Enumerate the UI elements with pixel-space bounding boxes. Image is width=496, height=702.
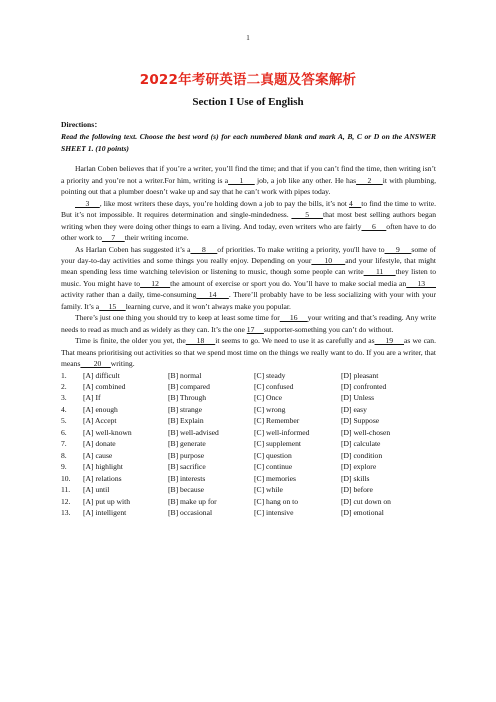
- option-a: [A] difficult: [83, 370, 120, 380]
- option-b: [B] generate: [168, 439, 206, 449]
- option-c: [C] supplement: [254, 439, 302, 449]
- passage-paragraph: [61, 163, 436, 197]
- directions-text: Read the following text. Choose the best word (s) for each numbered blank and mark A, B, C or D on the ANSWER SHEET 1. (10 points): [61, 132, 436, 153]
- question-number: 12.: [61, 496, 71, 506]
- passage-text: to find the time to write. But it’s not impossible. It requires determination and single-mindedness.: [61, 198, 436, 220]
- option-row: [61, 473, 436, 484]
- answer-blank: 10: [311, 255, 346, 265]
- answer-blank: 13: [406, 278, 436, 288]
- option-row: [61, 415, 436, 426]
- passage-text: that most best selling authors began writing when they were doing other things to earn a living. And today, even writers who are fairly: [61, 210, 437, 231]
- answer-blank: 6: [361, 221, 387, 231]
- passage-text: As Harlan Coben has suggested it’s a: [75, 244, 191, 254]
- option-d: [D] pleasant: [341, 370, 379, 380]
- option-a: [A] If: [83, 393, 101, 403]
- option-b: [B] because: [168, 485, 205, 495]
- option-a: [A] highlight: [83, 462, 123, 472]
- passage-text: learning curve, and it won’t always make you popular.: [125, 301, 291, 311]
- answer-blank: 20: [80, 359, 111, 369]
- document-body: [61, 119, 436, 518]
- option-b: [B] interests: [168, 473, 206, 483]
- answer-blank: 4: [349, 198, 362, 208]
- question-number: 9.: [61, 462, 67, 472]
- passage-text: of priorities. To make writing a priority, you'll have to: [217, 244, 385, 254]
- question-number: 2.: [61, 381, 67, 391]
- option-b: [B] occasional: [168, 507, 213, 517]
- option-a: [A] combined: [83, 381, 126, 391]
- option-d: [D] skills: [341, 473, 370, 483]
- option-c: [C] while: [254, 485, 283, 495]
- option-d: [D] emotional: [341, 507, 384, 517]
- option-a: [A] well-known: [83, 427, 132, 437]
- passage-text: There’s just one thing you should try to keep at least some time for: [75, 313, 280, 323]
- document-title: 2022年考研英语二真题及答案解析: [139, 72, 357, 88]
- option-row: [61, 404, 436, 415]
- option-row: [61, 496, 436, 507]
- passage-text: they listen to music. You might have to: [61, 267, 437, 288]
- option-row: [61, 438, 436, 449]
- option-c: [C] Once: [254, 393, 283, 403]
- passage-text: as we can. That means prioritising out activities so that we spend most time on the things we really want to do. If you are a writer, that means: [61, 336, 437, 369]
- option-b: [B] strange: [168, 404, 202, 414]
- option-a: [A] Accept: [83, 416, 117, 426]
- option-d: [D] cut down on: [341, 496, 391, 506]
- option-d: [D] explore: [341, 462, 377, 472]
- passage-text: writing.: [110, 359, 135, 369]
- answer-blank: 7: [101, 233, 125, 243]
- passage-paragraph: [61, 198, 436, 244]
- option-c: [C] confused: [254, 381, 294, 391]
- options-table: [61, 370, 436, 519]
- passage-paragraph: [61, 335, 436, 369]
- passage-text: Harlan Coben believes that if you’re a writer, you’ll find the time; and that if you can’t find the time, then writing isn’t a priority and you’re not a writer.For him, writing is a: [61, 164, 436, 185]
- passage-text: the amount of exercise or sport you do. You’ll have to make social media an: [170, 278, 407, 288]
- passage-text: , like most writers these days, you’re holding down a job to pay the bills, it’s not: [99, 198, 350, 208]
- option-b: [B] normal: [168, 370, 202, 380]
- question-number: 13.: [61, 507, 71, 517]
- option-d: [D] condition: [341, 450, 383, 460]
- passage-text: . There’ll probably have to be less socializing with your with your family. It’s a: [61, 290, 436, 311]
- passage-paragraph: [61, 244, 436, 313]
- option-row: [61, 427, 436, 438]
- option-a: [A] donate: [83, 439, 116, 449]
- option-b: [B] sacrifice: [168, 462, 206, 472]
- option-c: [C] continue: [254, 462, 293, 472]
- question-number: 6.: [61, 427, 67, 437]
- question-number: 7.: [61, 439, 67, 449]
- option-row: [61, 381, 436, 392]
- question-number: 8.: [61, 450, 67, 460]
- answer-blank: 16: [279, 313, 308, 323]
- passage-text: it seems to go. We need to use it as carefully and as: [215, 336, 375, 346]
- option-a: [A] relations: [83, 473, 122, 483]
- passage-text: and your lifestyle, that might mean spending less time watching television or listening to music, though some people can write: [61, 255, 437, 277]
- option-b: [B] Through: [168, 393, 207, 403]
- page-number: 1: [246, 34, 250, 42]
- answer-blank: 2: [356, 175, 383, 185]
- option-b: [B] purpose: [168, 450, 205, 460]
- option-c: [C] Remember: [254, 416, 300, 426]
- answer-blank: 15: [99, 301, 126, 311]
- passage-text: it with plumbing, pointing out that a plumber doesn’t wake up and say that he can’t work with pipes today.: [61, 175, 437, 197]
- answer-blank: 18: [185, 336, 216, 346]
- option-b: [B] make up for: [168, 496, 217, 506]
- option-c: [C] wrong: [254, 404, 286, 414]
- option-d: [D] Unless: [341, 393, 375, 403]
- option-c: [C] steady: [254, 370, 286, 380]
- option-row: [61, 392, 436, 403]
- option-a: [A] put up with: [83, 496, 131, 506]
- option-a: [A] until: [83, 485, 110, 495]
- option-c: [C] hang on to: [254, 496, 299, 506]
- option-row: [61, 484, 436, 495]
- passage-text: job, a job like any other. He has: [254, 175, 357, 185]
- option-row: [61, 461, 436, 472]
- option-c: [C] intensive: [254, 507, 294, 517]
- question-number: 4.: [61, 404, 67, 414]
- answer-blank: 11: [363, 267, 396, 277]
- passage-text: often have to do other work to: [61, 221, 437, 243]
- option-row: [61, 450, 436, 461]
- answer-blank: 19: [374, 336, 405, 346]
- question-number: 3.: [61, 393, 67, 403]
- question-number: 1.: [61, 370, 67, 380]
- passage-text: your writing and that’s reading. Any write needs to read as much and as widely as they can. It’s the one: [61, 313, 437, 334]
- option-b: [B] compared: [168, 381, 210, 391]
- passage-text: their writing income.: [124, 233, 189, 243]
- answer-blank: 1: [228, 175, 255, 185]
- option-a: [A] enough: [83, 404, 118, 414]
- option-d: [D] calculate: [341, 439, 381, 449]
- answer-blank: 12: [140, 278, 171, 288]
- passage: [61, 163, 436, 369]
- option-c: [C] question: [254, 450, 292, 460]
- passage-text: supporter-something you can’t do without.: [263, 324, 394, 334]
- option-row: [61, 370, 436, 381]
- option-b: [B] well-advised: [168, 427, 219, 437]
- answer-blank: 5: [291, 210, 323, 220]
- passage-paragraph: [61, 312, 436, 335]
- passage-text: activity rather than a daily, time-consuming: [61, 290, 197, 300]
- answer-blank: 9: [384, 244, 412, 254]
- answer-blank: 14: [196, 290, 229, 300]
- question-number: 10.: [61, 473, 71, 483]
- option-d: [D] Suppose: [341, 416, 380, 426]
- option-a: [A] cause: [83, 450, 113, 460]
- option-c: [C] memories: [254, 473, 296, 483]
- option-d: [D] before: [341, 485, 373, 495]
- option-c: [C] well-informed: [254, 427, 310, 437]
- option-a: [A] intelligent: [83, 507, 127, 517]
- passage-text: some of your day-to-day activities and some things you really enjoy. Depending on your: [61, 244, 437, 265]
- option-d: [D] easy: [341, 404, 367, 414]
- option-b: [B] Explain: [168, 416, 204, 426]
- answer-blank: 17: [246, 324, 264, 334]
- option-d: [D] well-chosen: [341, 427, 391, 437]
- section-title: Section I Use of English: [192, 96, 304, 108]
- directions-heading: Directions：: [61, 120, 102, 129]
- answer-blank: 3: [75, 198, 100, 208]
- option-d: [D] confronted: [341, 381, 387, 391]
- passage-text: Time is finite, the older you yet, the: [75, 336, 186, 346]
- question-number: 11.: [61, 485, 71, 495]
- question-number: 5.: [61, 416, 67, 426]
- option-row: [61, 507, 436, 518]
- answer-blank: 8: [190, 244, 218, 254]
